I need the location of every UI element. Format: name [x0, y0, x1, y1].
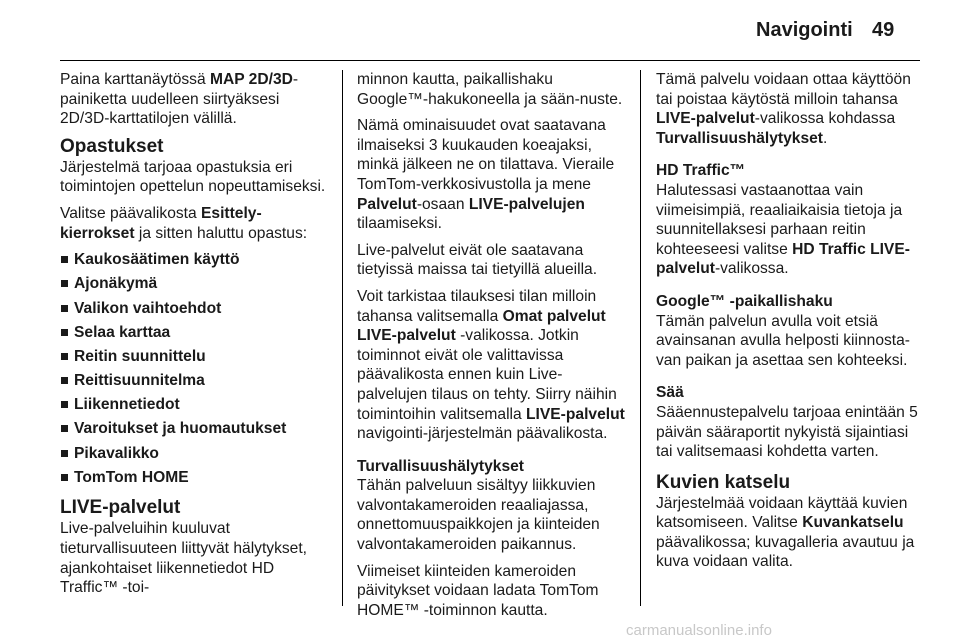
map-2d3d-label: MAP 2D/3D — [209, 71, 293, 88]
column-divider-2 — [640, 70, 641, 606]
list-item: Reittisuunnitelma — [60, 371, 332, 391]
list-item: Liikennetiedot — [60, 395, 332, 415]
page-header — [0, 0, 960, 62]
paragraph-opastukset: Järjestelmä tarjoaa opastuksia eri toimintojen opettelun nopeuttamiseksi. — [60, 158, 326, 196]
heading-saa: Sää — [656, 384, 684, 402]
paragraph-google: Tämän palvelun avulla voit etsiä avainsanan avulla helposti kiinnosta-van paikan ja asettaa sen kohteeksi. — [656, 312, 910, 369]
column-1 — [60, 70, 332, 605]
watermark: carmanualsonline.info — [626, 622, 772, 639]
heading-hd-traffic: HD Traffic™ — [656, 162, 746, 180]
list-item: Varoitukset ja huomautukset — [60, 419, 332, 439]
paragraph-saa: Sääennustepalvelu tarjoaa enintään 5 päivän sääraportit nykyistä sijaintiasi tai valitsemaasi kohdetta varten. — [656, 403, 918, 461]
list-item: Reitin suunnittelu — [60, 347, 332, 367]
heading-turvallisuushalytykset: Turvallisuushälytykset — [357, 457, 524, 475]
paragraph-kamerat: Viimeiset kiinteiden kameroiden päivitykset voidaan ladata TomTom HOME™ -toiminnon kautta. — [357, 562, 599, 619]
paragraph-availability: Live-palvelut eivät ole saatavana tietyissä maissa tai tietyillä alueilla. — [357, 241, 598, 279]
header-rule — [60, 60, 920, 61]
paragraph-map-2d3d: Paina karttanäytössä MAP 2D/3D-painiketta uudelleen siirtyäksesi 2D/3D-karttatilojen välillä. — [60, 71, 299, 128]
tutorial-list — [60, 250, 332, 487]
column-divider-1 — [342, 70, 343, 606]
section-title: Navigointi — [756, 19, 853, 41]
paragraph-continued: minnon kautta, paikallishaku Google™-hakukoneella ja sään-nuste. — [357, 71, 623, 108]
paragraph-kuvien: Järjestelmää voidaan käyttää kuvien katsomiseen. Valitse Kuvankatselu päävalikossa; kuvagalleria avautuu ja kuva voidaan valita. — [656, 494, 915, 571]
paragraph-hd-traffic: Halutessasi vastaanottaa vain viimeisimpiä, reaaliaikaisia tietoja ja suunnitellaksesi parhaan reitin kohteeseesi valitse HD Traffic LIVE-palvelut-valikossa. — [656, 181, 910, 278]
list-item: Ajonäkymä — [60, 274, 332, 294]
paragraph-koeajakso: Nämä ominaisuudet ovat saatavana ilmaiseksi 3 kuukauden koeajaksi, minkä jälkeen ne on tilattava. Vieraile TomTom-verkkosivustolla ja mene Palvelut-osaan LIVE-palvelujen tilaamiseksi. — [357, 117, 615, 233]
paragraph-toggle-service: Tämä palvelu voidaan ottaa käyttöön tai poistaa käytöstä milloin tahansa LIVE-palvelut-valikossa kohdassa Turvallisuushälytykset. — [656, 71, 911, 147]
paragraph-turva: Tähän palveluun sisältyy liikkuvien valvontakameroiden reaaliajassa, onnettomuuspaikkojen ja kiinteiden valvontakameroiden paikannus. — [357, 477, 600, 554]
list-item: Selaa karttaa — [60, 323, 332, 343]
paragraph-live-intro: Live-palveluihin kuuluvat tieturvallisuuteen liittyvät hälytykset, ajankohtaiset liikennetiedot HD Traffic™ -toi- — [60, 520, 308, 597]
heading-live-palvelut: LIVE-palvelut — [60, 497, 181, 519]
heading-opastukset: Opastukset — [60, 135, 164, 157]
column-3 — [656, 70, 926, 579]
heading-google-haku: Google™ -paikallishaku — [656, 292, 833, 310]
paragraph-valitse: Valitse päävalikosta Esittely-kierrokset ja sitten haluttu opastus: — [60, 204, 308, 242]
paragraph-tilaus: Voit tarkistaa tilauksesi tilan milloin tahansa valitsemalla Omat palvelut LIVE-palvelut -valikossa. Jotkin toiminnot eivät ole valittavissa päävalikosta ennen kuin Live-palvelujen tilaus on tehty. Siirry näihin toimintoihin valitsemalla LIVE-palvelut navigointi-järjestelmän päävalikosta. — [357, 287, 625, 443]
list-item: Kaukosäätimen käyttö — [60, 250, 332, 270]
heading-kuvien-katselu: Kuvien katselu — [656, 471, 791, 493]
list-item: Valikon vaihtoehdot — [60, 299, 332, 319]
column-2 — [357, 70, 625, 627]
list-item: TomTom HOME — [60, 468, 332, 488]
page-number: 49 — [872, 19, 895, 41]
list-item: Pikavalikko — [60, 444, 332, 464]
